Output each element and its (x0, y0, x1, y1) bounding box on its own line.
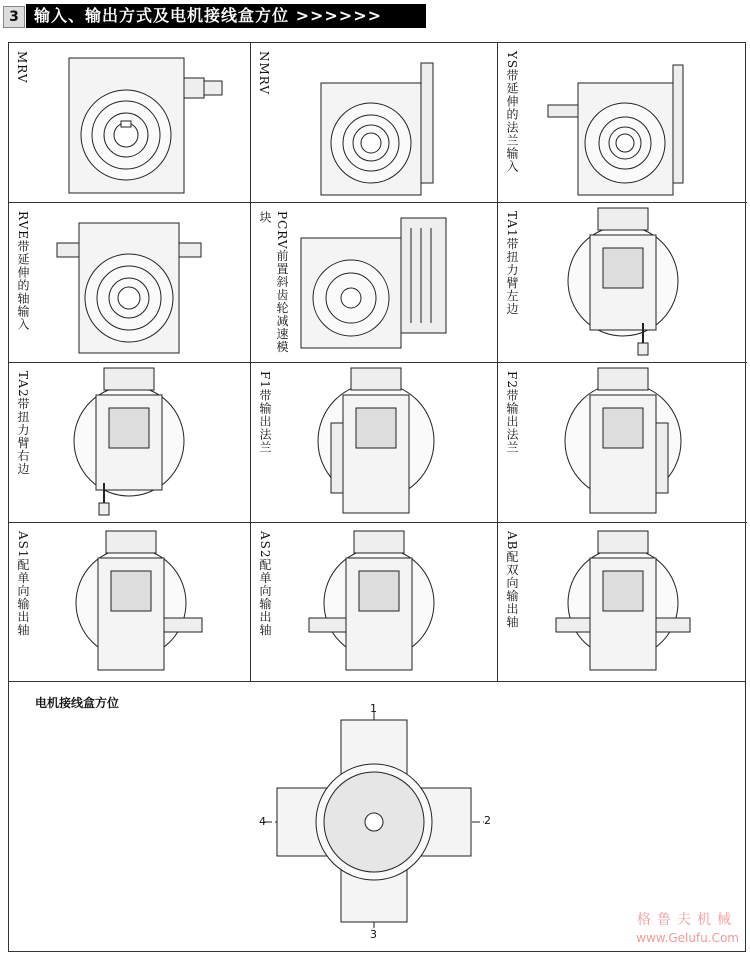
cell-label: F1带输出法兰 (258, 371, 272, 454)
ab-drawing (498, 523, 747, 681)
position-3-label: 3 (370, 928, 377, 941)
cell-pcrv (251, 203, 498, 363)
cell-ys (498, 43, 747, 203)
ta1-drawing (498, 203, 747, 363)
rve-drawing (9, 203, 251, 363)
section-title: 输入、输出方式及电机接线盒方位 >>>>>> (26, 4, 426, 28)
cell-label: NMRV (257, 51, 271, 96)
cell-f2 (498, 363, 747, 523)
cell-label: AS1配单向输出轴 (16, 531, 30, 637)
nmrv-drawing (251, 43, 498, 203)
cell-label: TA1带扭力臂左边 (505, 211, 519, 316)
cell-label: AS2配单向输出轴 (258, 531, 272, 637)
cell-label: PCRV前置斜齿轮减速模块 (258, 211, 289, 354)
cell-ta1 (498, 203, 747, 363)
f1-drawing (251, 363, 498, 523)
page-number: 3 (3, 6, 25, 28)
cell-ab (498, 523, 747, 681)
motor-box-title: 电机接线盒方位 (35, 696, 120, 710)
cell-as1 (9, 523, 251, 681)
cell-label: YS带延伸的法兰输入 (505, 51, 519, 174)
cell-as2 (251, 523, 498, 681)
mrv-drawing (9, 43, 251, 203)
ta2-drawing (9, 363, 251, 523)
cell-mrv (9, 43, 251, 203)
output-type-grid (8, 42, 746, 682)
cell-f1 (251, 363, 498, 523)
cell-label: AB配双向输出轴 (505, 531, 519, 629)
cell-nmrv (251, 43, 498, 203)
cell-label: F2带输出法兰 (505, 371, 519, 454)
watermark-url: www.Gelufu.Com (636, 931, 739, 945)
pcrv-drawing (251, 203, 498, 363)
as2-drawing (251, 523, 498, 681)
cell-label: TA2带扭力臂右边 (16, 371, 30, 476)
cell-rve (9, 203, 251, 363)
position-2-label: 2 (484, 814, 491, 827)
position-1-label: 1 (370, 702, 377, 715)
watermark-cn: 格鲁夫机械 (637, 912, 737, 928)
position-4-label: 4 (259, 815, 266, 828)
cell-ta2 (9, 363, 251, 523)
f2-drawing (498, 363, 747, 523)
motor-box-section (8, 682, 746, 952)
ys-drawing (498, 43, 747, 203)
cell-label: RVE带延伸的轴输入 (16, 211, 30, 332)
section-header (0, 0, 430, 30)
cell-label: MRV (15, 51, 29, 84)
as1-drawing (9, 523, 251, 681)
